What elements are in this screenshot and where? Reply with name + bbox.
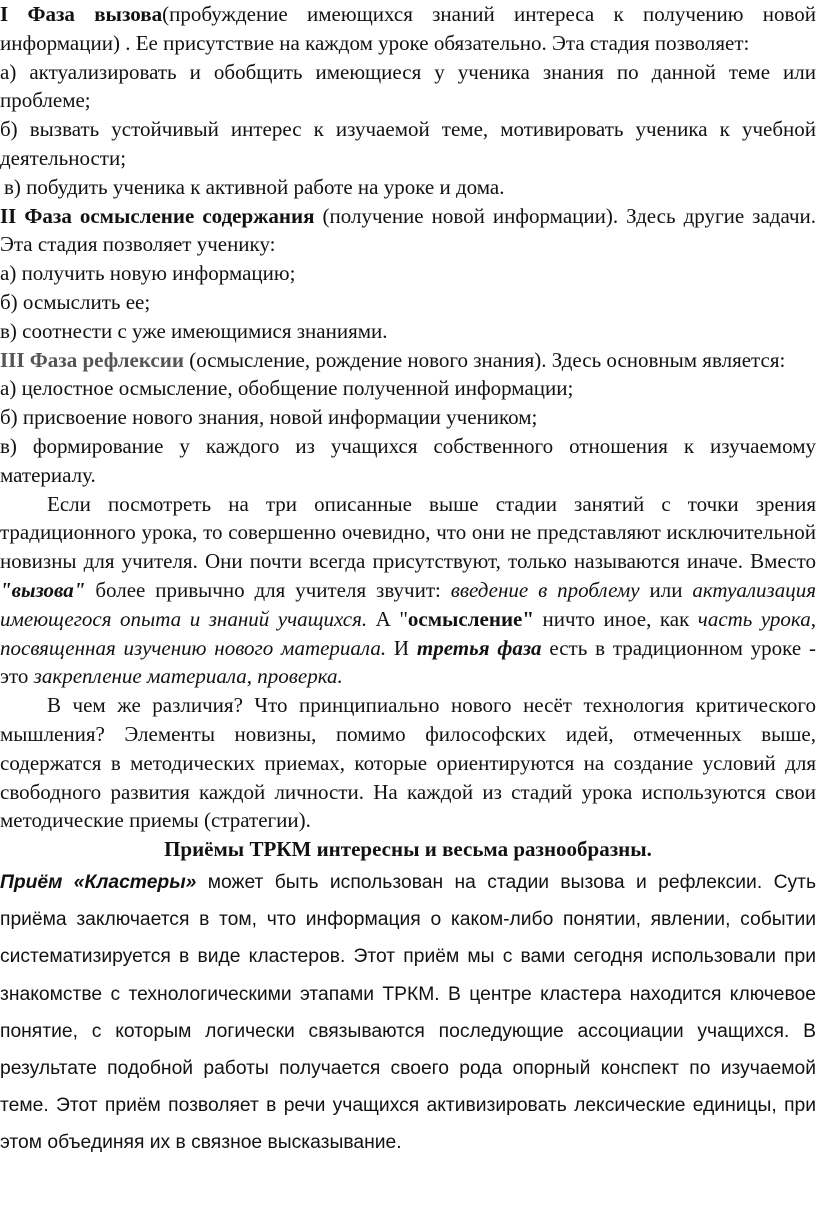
- clusters-lead: Приём «Кластеры»: [0, 871, 197, 893]
- phase3-item-a: а) целостное осмысление, обобщение полученной информации;: [0, 376, 574, 401]
- para1-text-2: более привычно для учителя звучит:: [85, 577, 451, 602]
- clusters-text: может быть использован на стадии вызова и рефлексии. Суть приёма заключается в том, что информация о каком-либо понятии, явлении, событии систематизируется в виде кластеров. Этот приём мы с вами сегодня использовали при знакомстве с технологическими этапами ТРКМ. В центре кластера находится ключевое понятие, с которым логически связываются последующие ассоциации учащихся. В результате подобной работы получается своего рода опорный конспект по изучаемой теме. Этот приём позволяет в речи учащихся активизировать лексические единицы, при этом объединяя их в связное высказывание.: [0, 871, 816, 1154]
- phase2-item-a: а) получить новую информацию;: [0, 261, 296, 286]
- phase3-text: (осмысление, рождение нового знания). Здесь основным является:: [183, 347, 786, 372]
- phase1-item-b: б) вызвать устойчивый интерес к изучаемой теме, мотивировать ученика к учебной деятельности;: [0, 117, 816, 170]
- phase3-item-b: б) присвоение нового знания, новой информации учеником;: [0, 405, 538, 430]
- phase3-item-c: в) формирование у каждого из учащихся собственного отношения к изучаемому материалу.: [0, 433, 816, 487]
- phase2-title: II Фаза осмысление содержания: [0, 203, 315, 228]
- phase1-item-c: в) побудить ученика к активной работе на уроке и дома.: [4, 174, 505, 199]
- para1-bold-italic-1: третья фаза: [416, 635, 542, 660]
- para1-italic-4: закрепление материала, проверка.: [33, 664, 343, 689]
- para1-text-1: Если посмотреть на три описанные выше стадии занятий с точки зрения традиционного урока, то совершенно очевидно, что они не представляют исключительной новизны для учителя. Они почти всегда присутствуют, только называются иначе. Вместо: [0, 491, 816, 574]
- section-heading: [0, 835, 816, 864]
- para1-text-5: ничто иное, как: [534, 606, 698, 631]
- para1-text-3: или: [639, 577, 693, 602]
- para1-text-7: есть в традиционном уроке - это: [0, 635, 816, 689]
- phase2-intro: [0, 202, 816, 260]
- para1-italic-2: актуализация имеющегося опыта и знаний учащихся.: [0, 577, 816, 631]
- para1-italic-1: введение в проблему: [450, 577, 640, 602]
- para1-bold-2: осмысление": [407, 606, 535, 631]
- phase1-item-a: а) актуализировать и обобщить имеющиеся у ученика знания по данной теме или проблеме;: [0, 59, 816, 113]
- section-heading-text: Приёмы ТРКМ интересны и весьма разнообразны.: [164, 837, 652, 862]
- phase1-title: I Фаза вызова: [0, 2, 163, 26]
- phase2-item-c: в) соотнести с уже имеющимися знаниями.: [0, 318, 388, 343]
- phase2-text: (получение новой информации). Здесь другие задачи. Эта стадия позволяет ученику:: [0, 203, 816, 257]
- para1-text-4: А ": [367, 606, 408, 631]
- phase1-intro: [0, 0, 816, 58]
- para1-bold-1: "вызова": [0, 577, 86, 602]
- phase1-text: (пробуждение имеющихся знаний интереса к получению новой информации) . Ее присутствие на каждом уроке обязательно. Эта стадия позволяет:: [0, 2, 816, 55]
- phase3-intro: [0, 346, 816, 375]
- paragraph-comparison: [0, 490, 816, 692]
- para1-text-6: И: [386, 635, 417, 660]
- phase2-item-b: б) осмыслить ее;: [0, 289, 151, 314]
- para1-italic-3: часть урока, посвященная изучению нового материала.: [0, 606, 816, 660]
- paragraph-clusters: [0, 864, 816, 1162]
- phase3-title: III Фаза рефлексии: [0, 347, 184, 372]
- paragraph-differences: В чем же различия? Что принципиально нового несёт технология критического мышления? Элементы новизны, помимо философских идей, отмеченных выше, содержатся в методических приемах, которые ориентируются на создание условий для свободного развития каждой личности. На каждой из стадий урока используются свои методические приемы (стратегии).: [0, 693, 816, 833]
